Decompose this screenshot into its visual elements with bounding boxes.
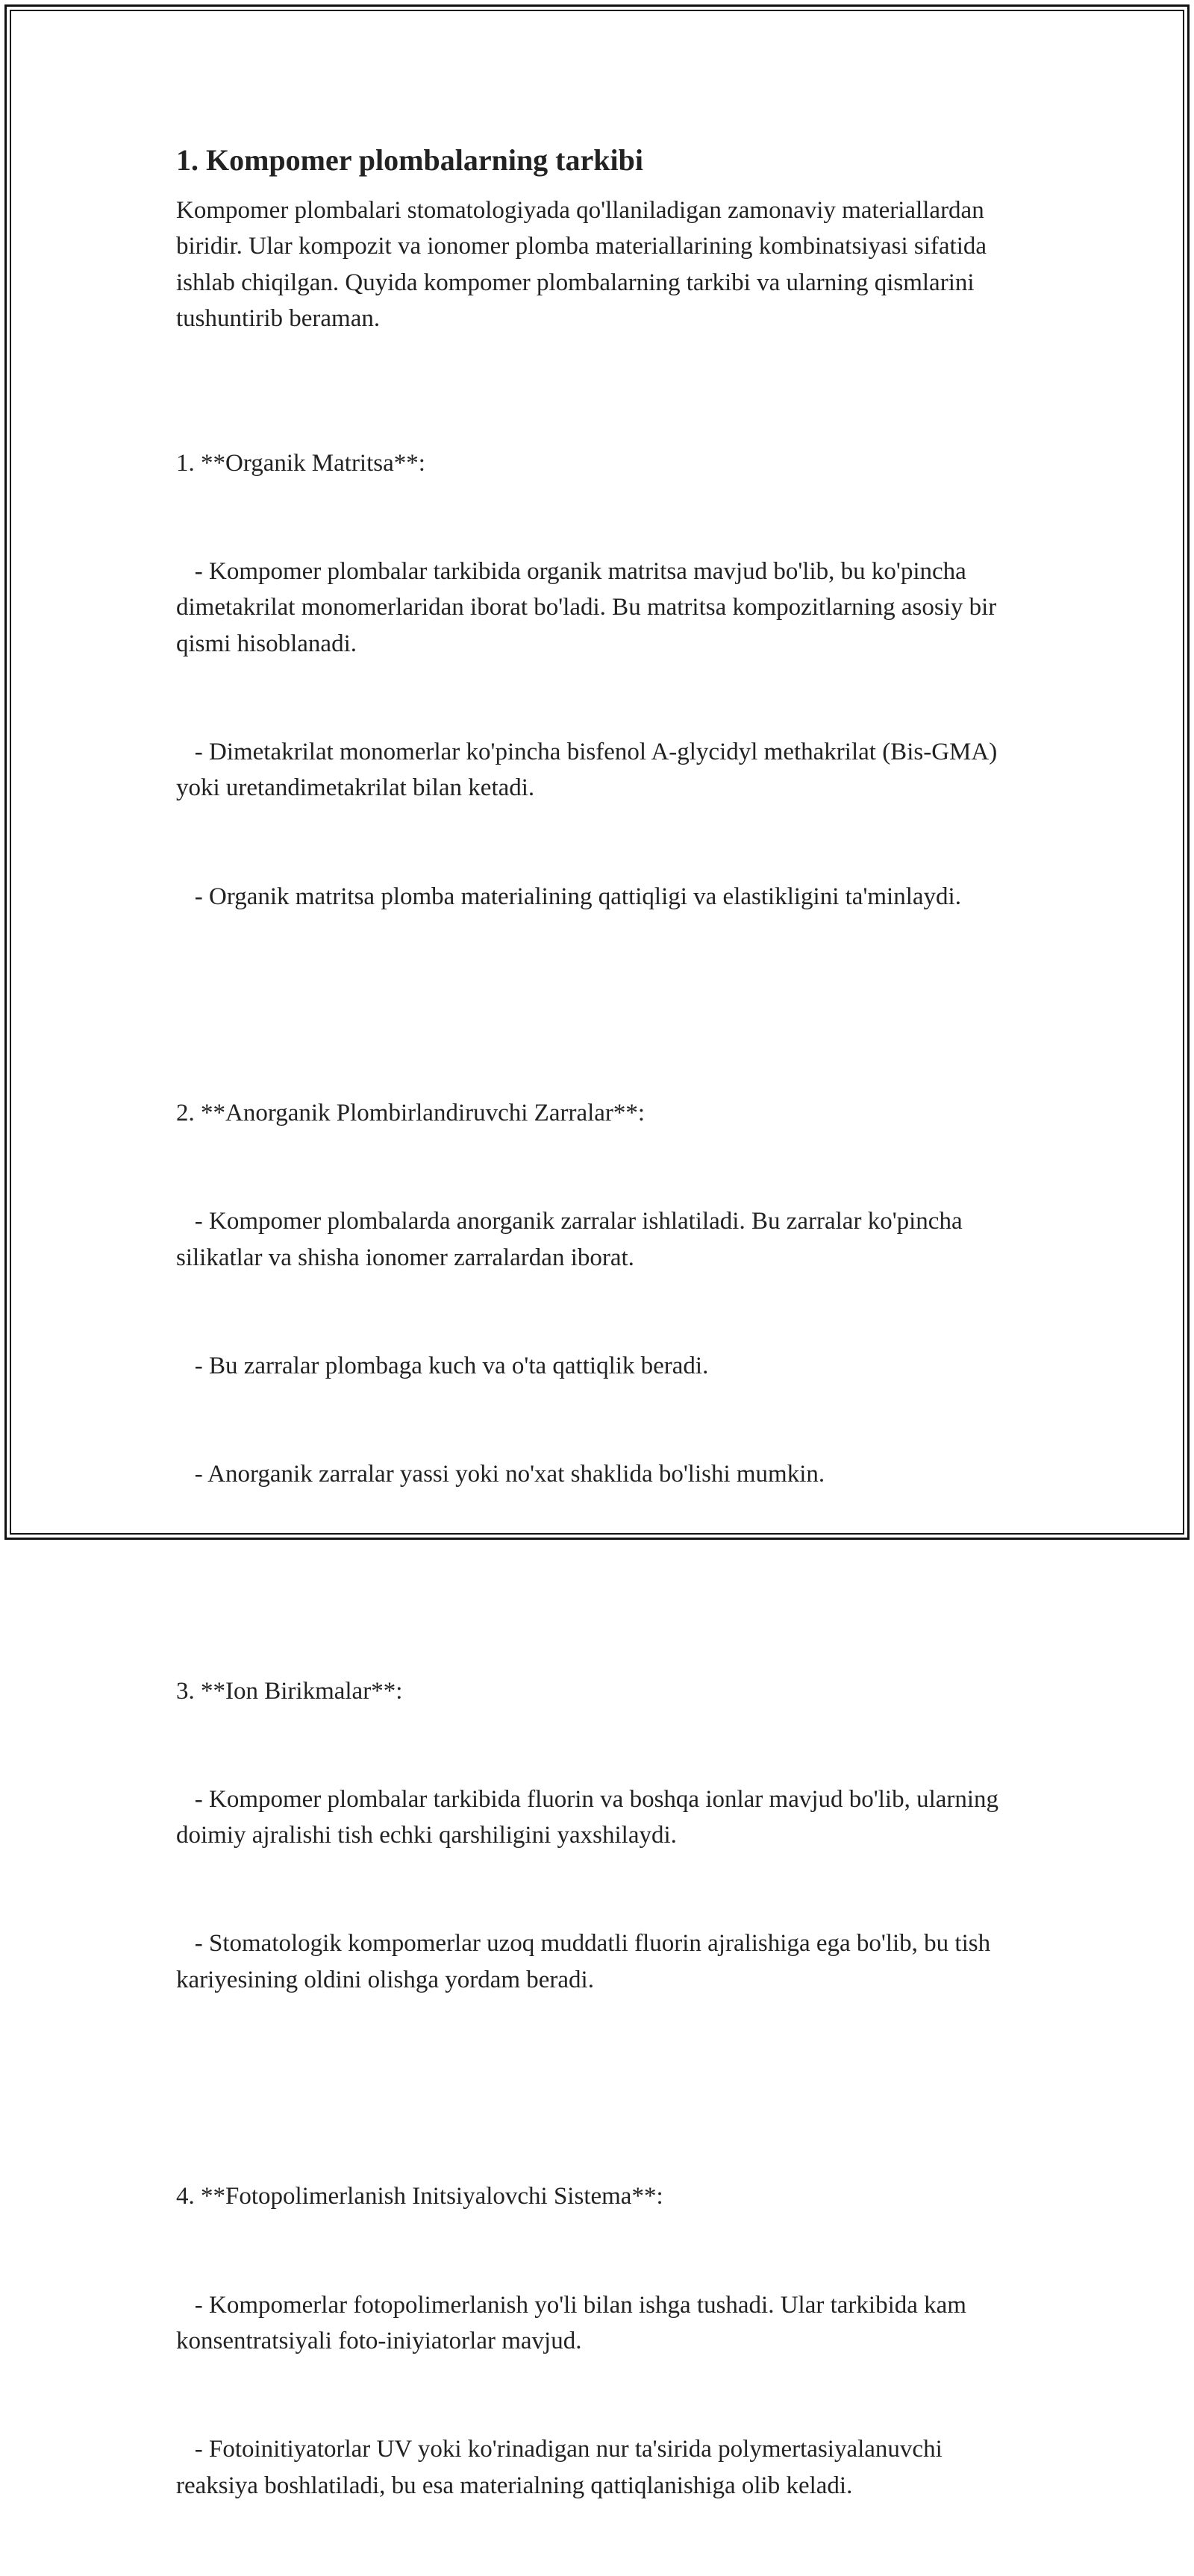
bullet-item: - Kompomer plombalar tarkibida fluorin va boshqa ionlar mavjud bo'lib, ularning doimiy ajralishi tish echki qarshiligini yaxshilaydi. (176, 1785, 1005, 1849)
document-body (176, 192, 1027, 2576)
bullet-item: - Kompomerlar fotopolimerlanish yo'li bilan ishga tushadi. Ular tarkibida kam konsentratsiyali foto-iniyiatorlar mavjud. (176, 2291, 973, 2354)
section-heading: 3. **Ion Birikmalar**: (176, 1677, 403, 1705)
section-heading: 2. **Anorganik Plombirlandiruvchi Zarralar**: (176, 1100, 646, 1127)
section-heading: 1. **Organik Matritsa**: (176, 449, 425, 477)
bullet-item: - Kompomer plombalar tarkibida organik matritsa mavjud bo'lib, bu ko'pincha dimetakrilat monomerlaridan iborat bo'ladi. Bu matritsa kompozitlarning asosiy bir qismi hisoblanadi. (176, 558, 1003, 657)
bullet-item: - Stomatologik kompomerlar uzoq muddatli fluorin ajralishiga ega bo'lib, bu tish kariyesining oldini olishga yordam beradi. (176, 1930, 997, 1993)
bullet-item: - Anorganik zarralar yassi yoki no'xat shaklida bo'lishi mumkin. (176, 1461, 825, 1488)
bullet-item: - Fotoinitiyatorlar UV yoki ko'rinadigan nur ta'sirida polymertasiyalanuvchi reaksiya boshlatiladi, bu esa materialning qattiqlanishiga olib keladi. (176, 2436, 948, 2499)
bullet-item: - Bu zarralar plombaga kuch va o'ta qattiqlik beradi. (176, 1352, 709, 1379)
section-organic-matrix (176, 373, 1027, 987)
document-page (176, 142, 1027, 2576)
section-heading: 4. **Fotopolimerlanish Initsiyalovchi Sistema**: (176, 2183, 663, 2210)
section-photoinitiator-system (176, 2106, 1027, 2575)
bullet-item: - Organik matritsa plomba materialining qattiqligi va elastikligini ta'minlaydi. (176, 883, 961, 910)
bullet-item: - Kompomer plombalarda anorganik zarralar ishlatiladi. Bu zarralar ko'pincha silikatlar va shisha ionomer zarralardan iborat. (176, 1208, 969, 1271)
intro-paragraph: Kompomer plombalari stomatologiyada qo'llaniladigan zamonaviy materiallardan biridir. Ular kompozit va ionomer plomba materiallarining kombinatsiyasi sifatida ishlab chiqilgan. Quyida kompomer plombalarning tarkibi va ularning qismlarini tushuntirib beraman. (176, 197, 993, 333)
section-inorganic-fillers (176, 1023, 1027, 1564)
document-title: 1. Kompomer plombalarning tarkibi (176, 143, 643, 177)
section-ion-compounds (176, 1601, 1027, 2070)
bullet-item: - Dimetakrilat monomerlar ko'pincha bisfenol A-glycidyl methakrilat (Bis-GMA) yoki uretandimetakrilat bilan ketadi. (176, 739, 1004, 802)
